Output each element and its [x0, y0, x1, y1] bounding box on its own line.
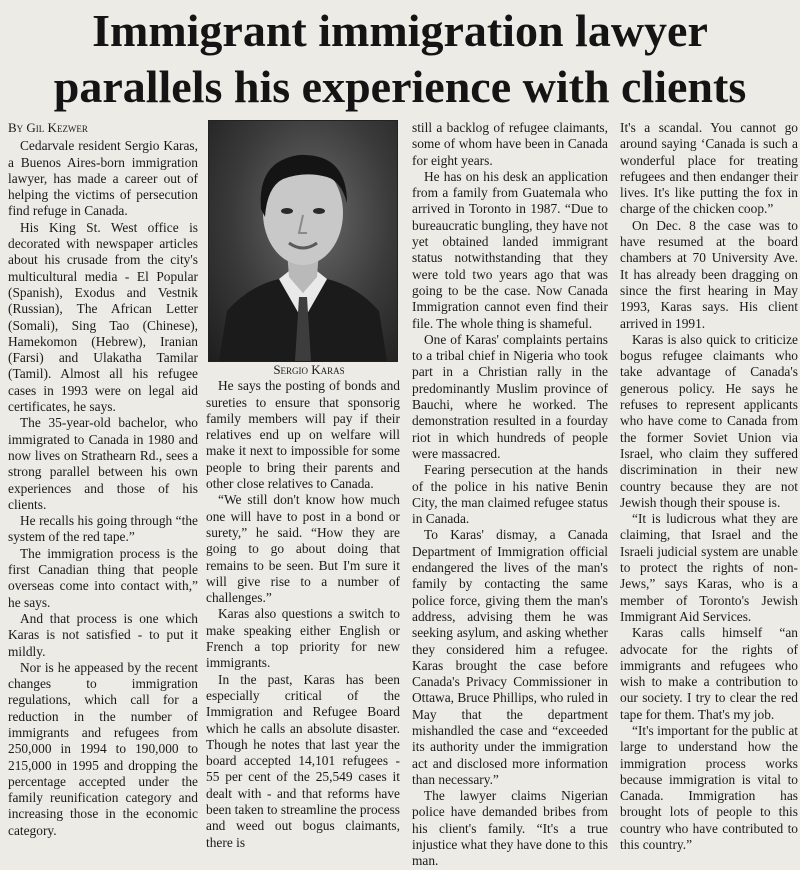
- portrait-photo: [208, 120, 398, 362]
- headline-line-2: parallels his experience with clients: [53, 61, 747, 112]
- paragraph: In the past, Karas has been especially critical of the Immigration and Refugee Board which he calls an absolute disaster. Though he notes that last year the board accepted 14,101 refugees - 55 per cent of the 25,549 cases it dealt with - and that reforms have been taken to streamline the process and weed out bogus claimants, there is: [206, 671, 400, 850]
- paragraph: “It is ludicrous what they are claiming, that Israel and the Israeli judicial system are unable to protect the rights of non-Jews,” says Karas, who is a member of Toronto's Jewish Immigrant Aid Services.: [620, 511, 798, 624]
- paragraph: One of Karas' complaints pertains to a tribal chief in Nigeria who took part in a Christian rally in the predominantly Muslim province of Bauchi, where he worked. The demonstration resulted in a fourday riot in which hundreds of people were massacred.: [412, 331, 608, 461]
- photo-caption: Sergio Karas: [273, 362, 345, 377]
- paragraph: His King St. West office is decorated with newspaper articles about his crusade from the city's multicultural media - El Popular (Spanish), Exodus and Vestnik (Russian), The African Letter (Somali), Sing Tao (Chinese), Hamekomon (Hebrew), Iranian (Farsi) and Ulakatha Tamilar (Tamil). Almost all his refugee cases in 1993 were on legal aid certificates, he says.: [8, 219, 198, 415]
- paragraph: He recalls his going through “the system of the red tape.”: [8, 513, 198, 545]
- paragraph: He has on his desk an application from a family from Guatemala who arrived in Toronto in 1987. “Due to bureaucratic bungling, they have not yet obtained landed immigrant status notwithstanding that they were told two years ago that was going to be the case. Now Canada Immigration cannot even find their file. The whole thing is shameful.: [412, 168, 608, 331]
- headline-line-1: Immigrant immigration lawyer: [92, 5, 708, 56]
- paragraph: And that process is one which Karas is not satisfied - to put it mildly.: [8, 610, 198, 659]
- column-3: [412, 120, 608, 870]
- paragraph: Karas is also quick to criticize bogus refugee claimants who take advantage of Canada's generous policy. He says he refuses to represent applicants who have come to Canada from the former Soviet Union via Israel, who claim they suffered discrimination in their new country because they are not Jewish though their spouse is.: [620, 331, 798, 510]
- paragraph: Nor is he appeased by the recent changes to immigration regulations, which call for a reduction in the number of immigrants and refugees from 250,000 in 1994 to 190,000 to 215,000 in 1995 and dropping the percentage accepted under the family reunification category and increasing those in the economic category.: [8, 659, 198, 838]
- paragraph: Cedarvale resident Sergio Karas, a Buenos Aires-born immigration lawyer, has made a career out of helping the victims of persecution find refuge in Canada.: [8, 138, 198, 219]
- column-4: [620, 120, 798, 853]
- portrait-icon: [209, 121, 397, 361]
- column-1: [8, 120, 198, 839]
- paragraph: To Karas' dismay, a Canada Department of Immigration official endangered the lives of the man's family by contacting the same police force, giving them the man's address, advising them he was seeking asylum, and asking whether they considered him a refugee. Karas brought the case before Canada's Privacy Commissioner in Ottawa, Bruce Phillips, who ruled in May that the department mishandled the case and “exceeded its authority under the immigration act and disclosed more information than necessary.”: [412, 527, 608, 787]
- paragraph: “We still don't know how much one will have to post in a bond or surety,” he said. “How they are going to go about doing that remains to be seen. But I'm sure it will give rise to a number of challenges.”: [206, 492, 400, 606]
- paragraph: On Dec. 8 the case was to have resumed at the board chambers at 70 University Ave. It has already been dragging on since the first hearing in May 1993, Karas says. His client arrived in 1991.: [620, 217, 798, 331]
- paragraph: The 35-year-old bachelor, who immigrated to Canada in 1980 and now lives on Strathearn Rd., sees a strong parallel between his own experiences and those of his clients.: [8, 415, 198, 512]
- paragraph: The immigration process is the first Canadian thing that people overseas come into contact with,” he says.: [8, 545, 198, 610]
- byline: By Gil Kezwer: [8, 120, 88, 135]
- paragraph: He says the posting of bonds and sureties to ensure that sponsorig family members will pay if their relatives end up on welfare will make it next to impossible for some people to bring their parents and other close relatives to Canada.: [206, 378, 400, 492]
- column-2: [206, 120, 400, 851]
- paragraph: Karas calls himself “an advocate for the rights of immigrants and refugees who wish to make a contribution to our society. I try to clear the red tape for them. That's my job.: [620, 625, 798, 722]
- paragraph: It's a scandal. You cannot go around saying ‘Canada is such a wonderful place for treating refugees and then endanger their lives. It's like putting the fox in charge of the chicken coop.”: [620, 120, 798, 217]
- paragraph: Fearing persecution at the hands of the police in his native Benin City, the man claimed refugee status in Canada.: [412, 462, 608, 527]
- paragraph: “It's important for the public at large to understand how the immigration process works because immigration is vital to Canada. Immigration has brought lots of people to this country who have contributed to this country.”: [620, 722, 798, 853]
- paragraph: Karas also questions a switch to make speaking either English or French a top priority for new immigrants.: [206, 606, 400, 671]
- paragraph: The lawyer claims Nigerian police have demanded bribes from his client's family. “It's a true injustice what they have done to this man.: [412, 788, 608, 869]
- paragraph: still a backlog of refugee claimants, some of whom have been in Canada for eight years.: [412, 120, 608, 168]
